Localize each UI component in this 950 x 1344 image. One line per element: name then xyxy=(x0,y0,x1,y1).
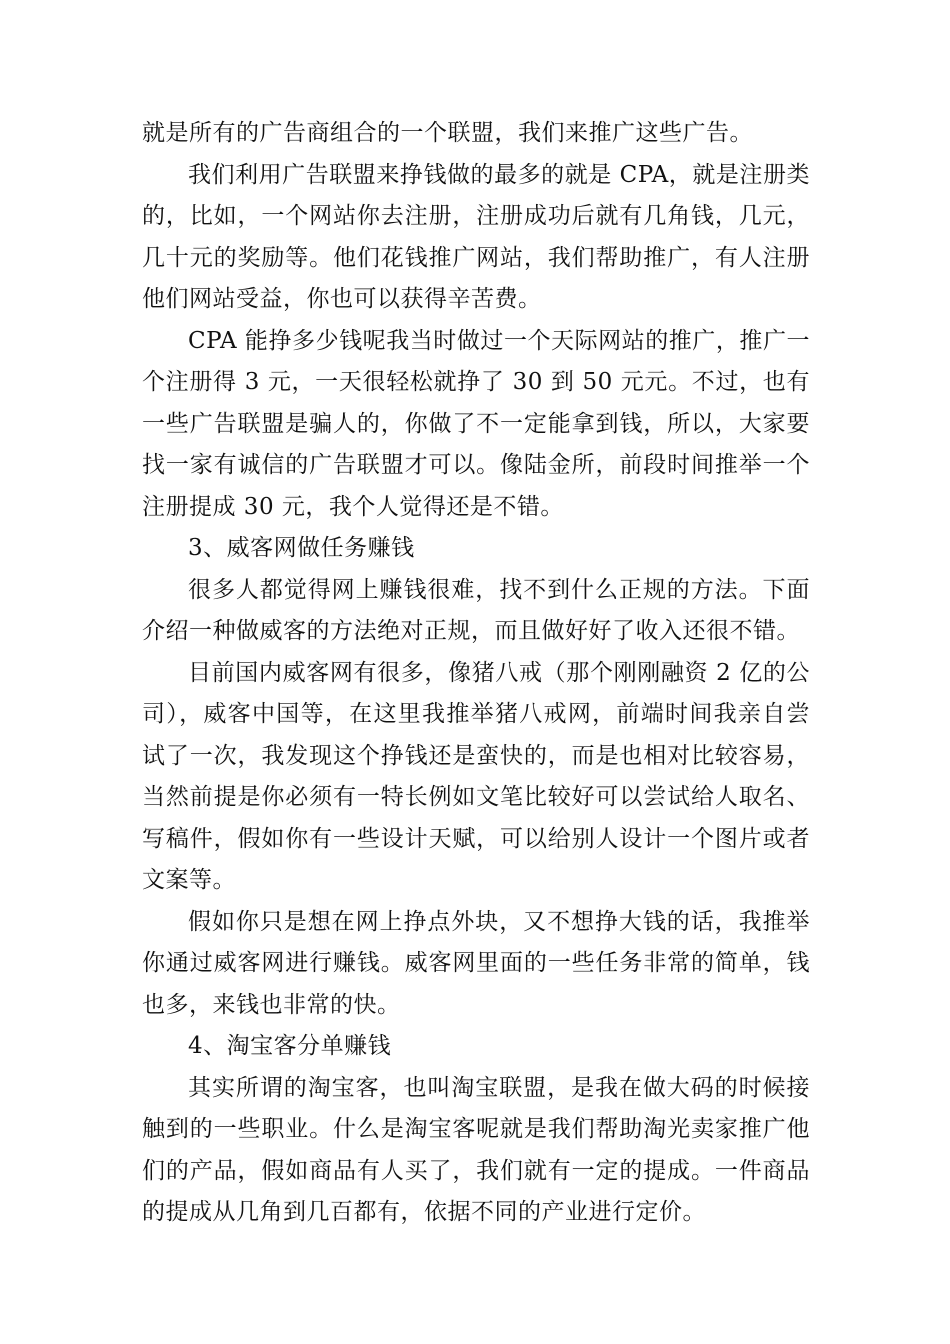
paragraph-witkey-recommend: 假如你只是想在网上挣点外块，又不想挣大钱的话，我推举你通过威客网进行赚钱。威客网里面的一些任务非常的简单，钱也多，来钱也非常的快。 xyxy=(142,908,810,1018)
paragraph-cpa-explanation: 我们利用广告联盟来挣钱做的最多的就是 CPA，就是注册类的，比如，一个网站你去注册，注册成功后就有几角钱，几元，几十元的奖励等。他们花钱推广网站，我们帮助推广，有人注册他们网站受益，你也可以获得辛苦费。 xyxy=(142,161,810,312)
document-body xyxy=(142,113,810,1234)
paragraph-witkey-sites: 目前国内威客网有很多，像猪八戒（那个刚刚融资 2 亿的公司），威客中国等，在这里我推举猪八戒网，前端时间我亲自尝试了一次，我发现这个挣钱还是蛮快的，而是也相对比较容易，当然前提是你必须有一特长例如文笔比较好可以尝试给人取名、写稿件，假如你有一些设计天赋，可以给别人设计一个图片或者文案等。 xyxy=(142,659,810,893)
paragraph-taobaoke: 其实所谓的淘宝客，也叫淘宝联盟，是我在做大码的时候接触到的一些职业。什么是淘宝客呢就是我们帮助淘光卖家推广他们的产品，假如商品有人买了，我们就有一定的提成。一件商品的提成从几角到几百都有，依据不同的产业进行定价。 xyxy=(142,1074,810,1225)
paragraph-intro-continuation: 就是所有的广告商组合的一个联盟，我们来推广这些广告。 xyxy=(142,120,753,146)
paragraph-cpa-earnings: CPA 能挣多少钱呢我当时做过一个天际网站的推广，推广一个注册得 3 元，一天很轻松就挣了 30 到 50 元元。不过，也有一些广告联盟是骗人的，你做了不一定能拿到钱，所以，大家要找一家有诚信的广告联盟才可以。像陆金所，前段时间推举一个注册提成 30 元，我个人觉得还是不错。 xyxy=(142,327,810,520)
section-heading-3: 3、威客网做任务赚钱 xyxy=(188,535,415,561)
paragraph-witkey-intro: 很多人都觉得网上赚钱很难，找不到什么正规的方法。下面介绍一种做威客的方法绝对正规，而且做好好了收入还很不错。 xyxy=(142,576,810,644)
section-heading-4: 4、淘宝客分单赚钱 xyxy=(188,1033,392,1059)
